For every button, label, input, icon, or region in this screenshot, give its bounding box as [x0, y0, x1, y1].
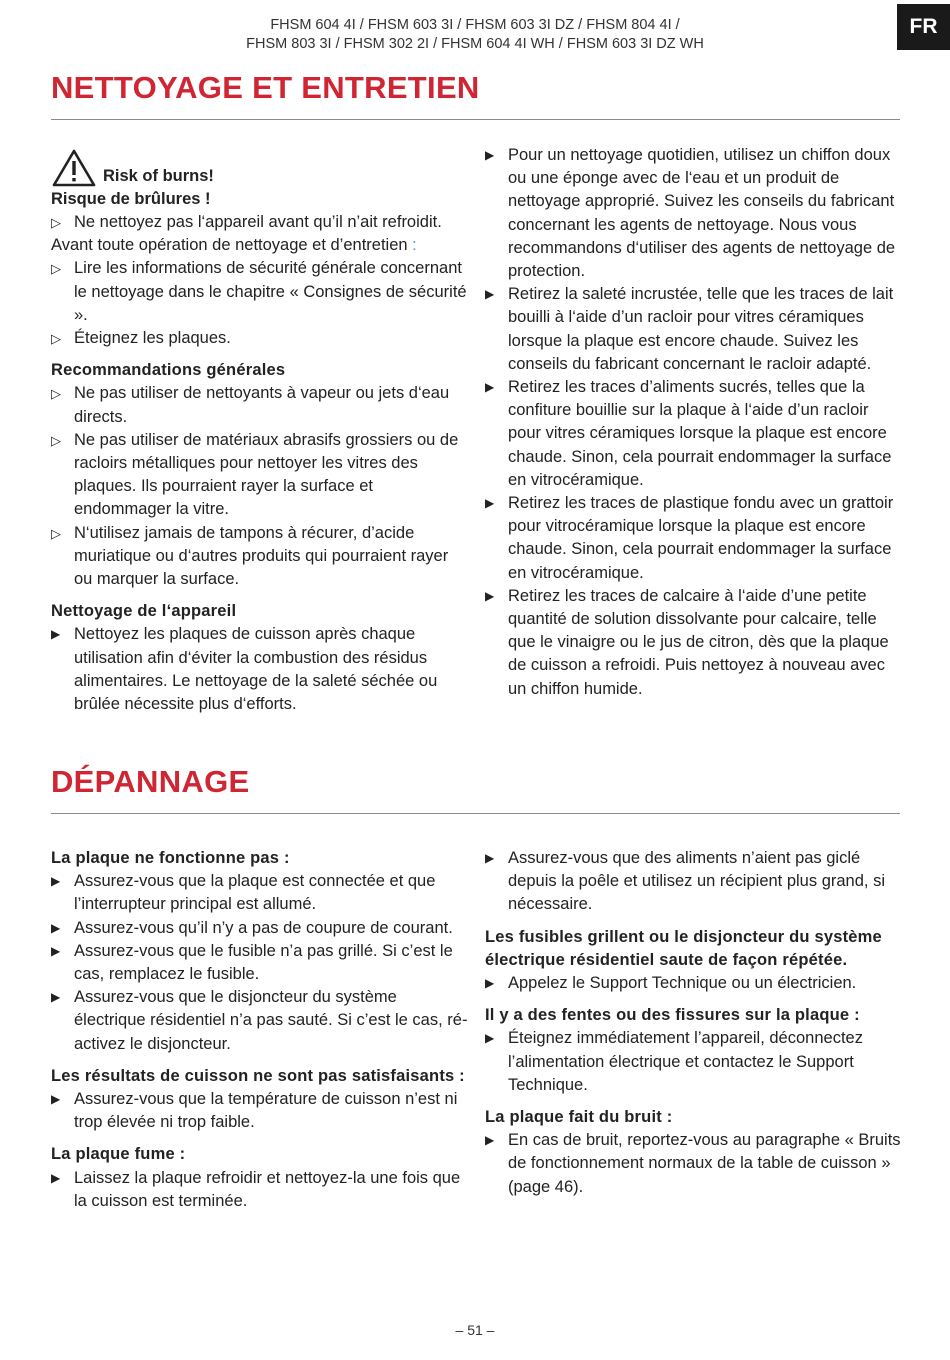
triangle-bullet-icon: ▶	[485, 287, 495, 302]
triangle-bullet-icon: ▶	[485, 1031, 495, 1046]
triangle-bullet-icon: ▶	[51, 990, 61, 1005]
list-item: ▶ Nettoyez les plaques de cuisson après chaque utilisation afin d‘éviter la combustion des résidus alimentaires. Le nettoyage de la saleté séchée ou brûlée nécessite plus d‘efforts.	[51, 625, 438, 714]
model-list-line-1: FHSM 604 4I / FHSM 603 3I / FHSM 603 3I DZ / FHSM 804 4I /	[270, 17, 680, 33]
list-item: ▶ Assurez-vous que le fusible n’a pas grillé. Si c’est le cas, remplacez le fusible.	[51, 941, 453, 984]
warning-block	[51, 144, 471, 188]
list-item: ▶ Assurez-vous qu’il n’y a pas de coupure de courant.	[51, 917, 471, 940]
list-item: ▶ Assurez-vous que la plaque est connectée et que l’interrupteur principal est allumé.	[51, 872, 436, 914]
list-item: ▷ Ne pas utiliser de nettoyants à vapeur ou jets d‘eau directs.	[51, 384, 450, 426]
list-item: ▶ Pour un nettoyage quotidien, utilisez un chiffon doux ou une éponge avec de l‘eau et un produit de nettoyage approprié. Suivez les conseils du fabricant concernant les agents de nettoyage. Nous vous recommandons d‘utiliser des agents de nettoyage de protection.	[485, 146, 896, 281]
hollow-triangle-bullet-icon: ▷	[51, 432, 61, 448]
troubleshooting-left-column	[51, 847, 471, 1213]
triangle-bullet-icon: ▶	[485, 380, 495, 395]
list-item: ▷ N‘utilisez jamais de tampons à récurer, d’acide muriatique ou d‘autres produits qui pourraient rayer ou marquer la surface.	[51, 523, 449, 589]
hollow-triangle-bullet-icon: ▷	[51, 386, 61, 402]
hollow-triangle-bullet-icon: ▷	[51, 331, 61, 347]
triangle-bullet-icon: ▶	[51, 920, 61, 935]
model-list	[0, 16, 950, 54]
hollow-triangle-bullet-icon: ▷	[51, 215, 61, 230]
troubleshooting-section-title: DÉPANNAGE	[51, 764, 250, 799]
list-item: ▶ Appelez le Support Technique ou un électricien.	[485, 972, 903, 995]
triangle-bullet-icon: ▶	[485, 496, 495, 511]
list-item: ▷ Éteignez les plaques.	[51, 327, 471, 350]
model-list-line-2: FHSM 803 3I / FHSM 302 2I / FHSM 604 4I WH / FHSM 603 3I DZ WH	[246, 36, 704, 52]
list-item: ▶ Assurez-vous que le disjoncteur du système électrique résidentiel n’a pas sauté. Si c’est le cas, ré-activez le disjoncteur.	[51, 988, 468, 1053]
subsection-heading: La plaque fume :	[51, 1145, 186, 1164]
list-item: ▶ Éteignez immédiatement l’appareil, déconnectez l’alimentation électrique et contactez le Support Technique.	[485, 1029, 863, 1094]
triangle-bullet-icon: ▶	[485, 1133, 495, 1148]
subsection-heading: Nettoyage de l‘appareil	[51, 602, 237, 621]
section-divider	[51, 813, 900, 814]
warning-subtitle: Risque de brûlures !	[51, 190, 211, 208]
triangle-bullet-icon: ▶	[485, 851, 495, 865]
list-item: ▷ Ne nettoyez pas l‘appareil avant qu’il n’ait refroidit.	[51, 211, 471, 234]
triangle-bullet-icon: ▶	[485, 588, 495, 603]
subsection-heading: La plaque fait du bruit :	[485, 1108, 673, 1127]
list-item: ▶ Retirez la saleté incrustée, telle que les traces de lait bouilli à l‘aide d’un racloir pour vitres céramiques lorsque la plaque est encore chaude. Suivez les conseils du fabricant concernant le racloir adapté.	[485, 285, 894, 373]
triangle-bullet-icon: ▶	[51, 874, 61, 889]
intro-text: Avant toute opération de nettoyage et d’entretien :	[51, 236, 417, 255]
section-divider	[51, 119, 900, 120]
hollow-triangle-bullet-icon: ▷	[51, 261, 61, 277]
subsection-heading: Recommandations générales	[51, 361, 286, 380]
list-item: ▶ Assurez-vous que des aliments n’aient pas giclé depuis la poêle et utilisez un récipient plus grand, si nécessaire.	[485, 849, 885, 914]
page-number: – 51 –	[455, 1322, 495, 1338]
subsection-heading: Il y a des fentes ou des fissures sur la plaque :	[485, 1006, 860, 1025]
language-badge: FR	[897, 4, 950, 50]
warning-title: Risk of burns!	[103, 167, 214, 185]
list-item: ▶ Assurez-vous que la température de cuisson n’est ni trop élevée ni trop faible.	[51, 1090, 458, 1132]
list-item: ▶ Retirez les traces de plastique fondu avec un grattoir pour vitrocéramique lorsque la plaque est encore chaude. Sinon, cela pourrait endommager la surface en vitrocéramique.	[485, 494, 894, 582]
triangle-bullet-icon: ▶	[51, 627, 61, 642]
warning-triangle-icon	[51, 148, 97, 188]
subsection-heading: Les fusibles grillent ou le disjoncteur du système électrique résidentiel saute de façon répétée.	[485, 927, 882, 969]
triangle-bullet-icon: ▶	[485, 976, 495, 991]
subsection-heading: La plaque ne fonctionne pas :	[51, 849, 290, 867]
list-item: ▶ En cas de bruit, reportez-vous au paragraphe « Bruits de fonctionnement normaux de la table de cuisson » (page 46).	[485, 1131, 901, 1196]
list-item: ▷ Ne pas utiliser de matériaux abrasifs grossiers ou de racloirs métalliques pour nettoyer les vitres des plaques. Ils pourraient rayer la surface et endommager la vitre.	[51, 430, 459, 519]
cleaning-right-column	[485, 144, 903, 701]
triangle-bullet-icon: ▶	[485, 148, 495, 162]
hollow-triangle-bullet-icon: ▷	[51, 525, 61, 541]
cleaning-section-title: NETTOYAGE ET ENTRETIEN	[51, 70, 480, 105]
list-item: ▶ Retirez les traces d’aliments sucrés, telles que la confiture bouillie sur la plaque à l‘aide d’un racloir pour vitres céramiques lorsque la plaque est encore chaude. Sinon, cela pourrait endommager la surface en vitrocéramique.	[485, 378, 892, 489]
list-item: ▶ Laissez la plaque refroidir et nettoyez-la une fois que la cuisson est terminée.	[51, 1168, 461, 1210]
list-item: ▷ Lire les informations de sécurité générale concernant le nettoyage dans le chapitre « Consignes de sécurité ».	[51, 259, 467, 324]
cleaning-left-column	[51, 144, 471, 716]
triangle-bullet-icon: ▶	[51, 1170, 61, 1185]
troubleshooting-right-column	[485, 847, 903, 1199]
triangle-bullet-icon: ▶	[51, 943, 61, 958]
subsection-heading: Les résultats de cuisson ne sont pas satisfaisants :	[51, 1066, 465, 1085]
list-item: ▶ Retirez les traces de calcaire à l‘aide d’une petite quantité de solution dissolvante pour calcaire, telle que le vinaigre ou le jus de citron, dès que la plaque de cuisson a refroidi. Puis nettoyez à nouveau avec un chiffon humide.	[485, 586, 889, 698]
triangle-bullet-icon: ▶	[51, 1092, 61, 1107]
